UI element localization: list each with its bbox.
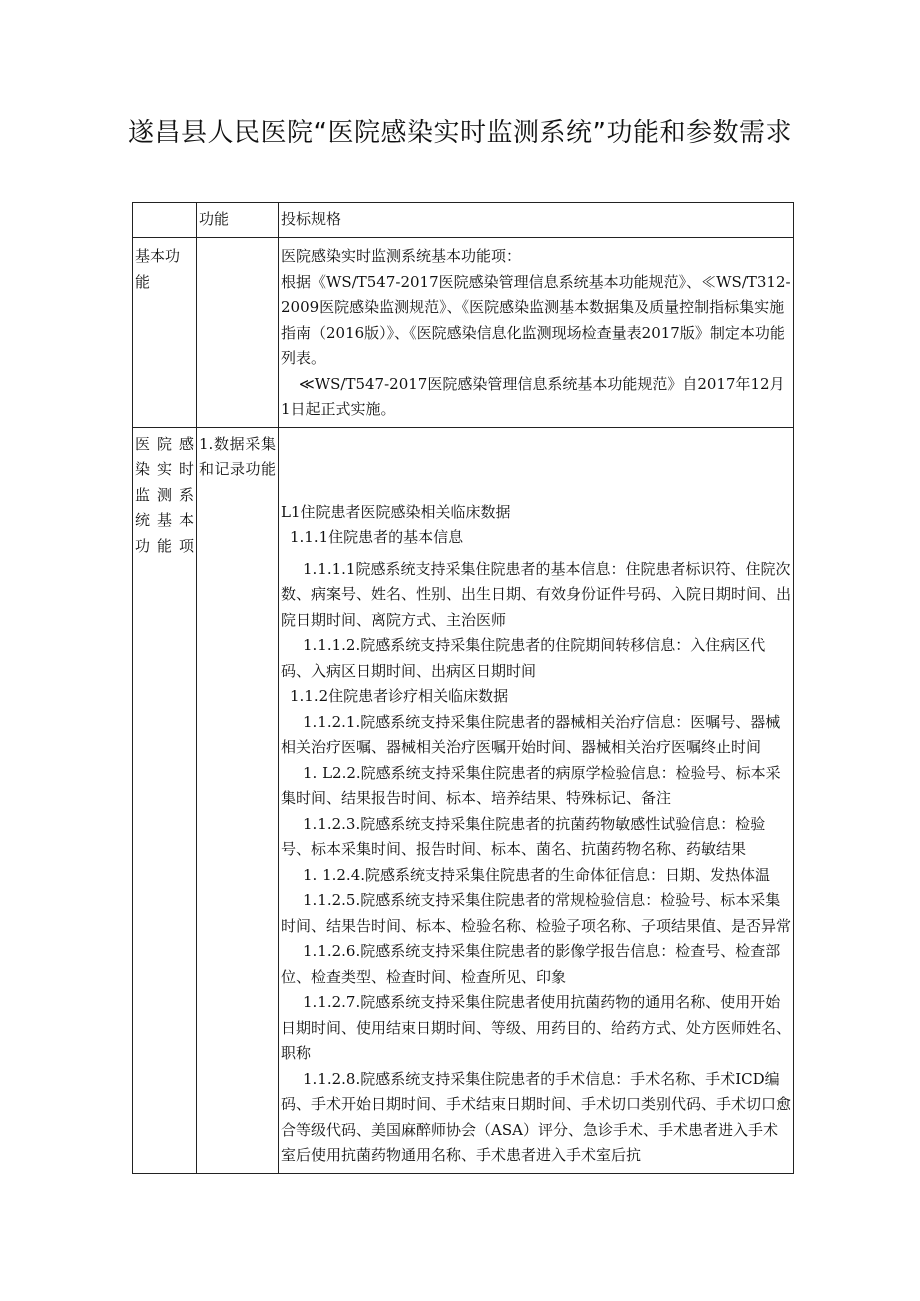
header-cell-spec: 投标规格: [279, 203, 794, 238]
spec-line: 1.1.1.2.院感系统支持采集住院患者的住院期间转移信息：入住病区代码、入病区日期时间、出病区日期时间: [281, 636, 766, 680]
system-items-label: 医院感染实时监测系统基本功能项: [133, 427, 197, 1173]
requirements-table: [132, 202, 794, 1174]
data-collection-spec: [279, 427, 794, 1173]
basic-function-empty-cell: [197, 238, 279, 428]
spec-line: 1.1.2.7.院感系统支持采集住院患者使用抗菌药物的通用名称、使用开始日期时间、使用结束日期时间、等级、用药目的、给药方式、处方医师姓名、职称: [281, 993, 792, 1062]
data-collection-label: 1.数据采集和记录功能: [197, 427, 279, 1173]
table-header-row: [133, 203, 794, 238]
spec-line: 1.1.1.1院感系统支持采集住院患者的基本信息：住院患者标识符、住院次数、病案号、姓名、性别、出生日期、有效身份证件号码、入院日期时间、出院日期时间、离院方式、主治医师: [281, 559, 792, 629]
basic-paragraph: 根据《WS/T547-2017医院感染管理信息系统基本功能规范》、≪WS/T312-2009医院感染监测规范》、《医院感染监测基本数据集及质量控制指标集实施指南（2016版）》、《医院感染信息化监测现场检查量表2017版》制定本功能列表。: [281, 272, 791, 367]
basic-paragraph: ≪WS/T547-2017医院感染管理信息系统基本功能规范》自2017年12月1日起正式实施。: [281, 374, 785, 418]
basic-function-spec: [279, 238, 794, 428]
spec-line: 1.1.2住院患者诊疗相关临床数据: [290, 687, 509, 705]
spec-line: 1.1.2.8.院感系统支持采集住院患者的手术信息：手术名称、手术ICD编码、手术开始日期时间、手术结束日期时间、手术切口类别代码、手术切口愈合等级代码、美国麻醉师协会（ASA）评分、急诊手术、手术患者进入手术室后使用抗菌药物通用名称、手术患者进入手术室后抗: [281, 1069, 792, 1164]
table-row-items: [133, 427, 794, 1173]
basic-paragraph: 医院感染实时监测系统基本功能项：: [281, 247, 522, 265]
header-cell-function: 功能: [197, 203, 279, 238]
header-cell-empty: [133, 203, 197, 238]
basic-function-label: 基本功能: [133, 238, 197, 428]
spacer: [281, 428, 791, 472]
spacer: [281, 472, 791, 500]
spec-line: 1.1.1住院患者的基本信息: [290, 528, 464, 546]
spec-line: 1.1.2.5.院感系统支持采集住院患者的常规检验信息：检验号、标本采集时间、结果告时间、标本、检验名称、检验子项名称、子项结果值、是否异常: [281, 891, 792, 935]
spec-line: 1. L2.2.院感系统支持采集住院患者的病原学检验信息：检验号、标本采集时间、结果报告时间、标本、培养结果、特殊标记、备注: [281, 763, 781, 807]
table-row-basic: [133, 238, 794, 428]
spec-line: 1.1.2.3.院感系统支持采集住院患者的抗菌药物敏感性试验信息：检验号、标本采集时间、报告时间、标本、菌名、抗菌药物名称、药敏结果: [281, 814, 766, 858]
spec-line: 1. 1.2.4.院感系统支持采集住院患者的生命体征信息：日期、发热体温: [303, 865, 771, 884]
page-title: 遂昌县人民医院“医院感染实时监测系统”功能和参数需求: [128, 118, 792, 148]
spec-line: 1.1.2.1.院感系统支持采集住院患者的器械相关治疗信息：医嘱号、器械相关治疗医嘱、器械相关治疗医嘱开始时间、器械相关治疗医嘱终止时间: [281, 712, 781, 756]
spec-line: L1住院患者医院感染相关临床数据: [281, 502, 511, 521]
spec-line: 1.1.2.6.院感系统支持采集住院患者的影像学报告信息：检查号、检查部位、检查类型、检查时间、检查所见、印象: [281, 942, 781, 986]
